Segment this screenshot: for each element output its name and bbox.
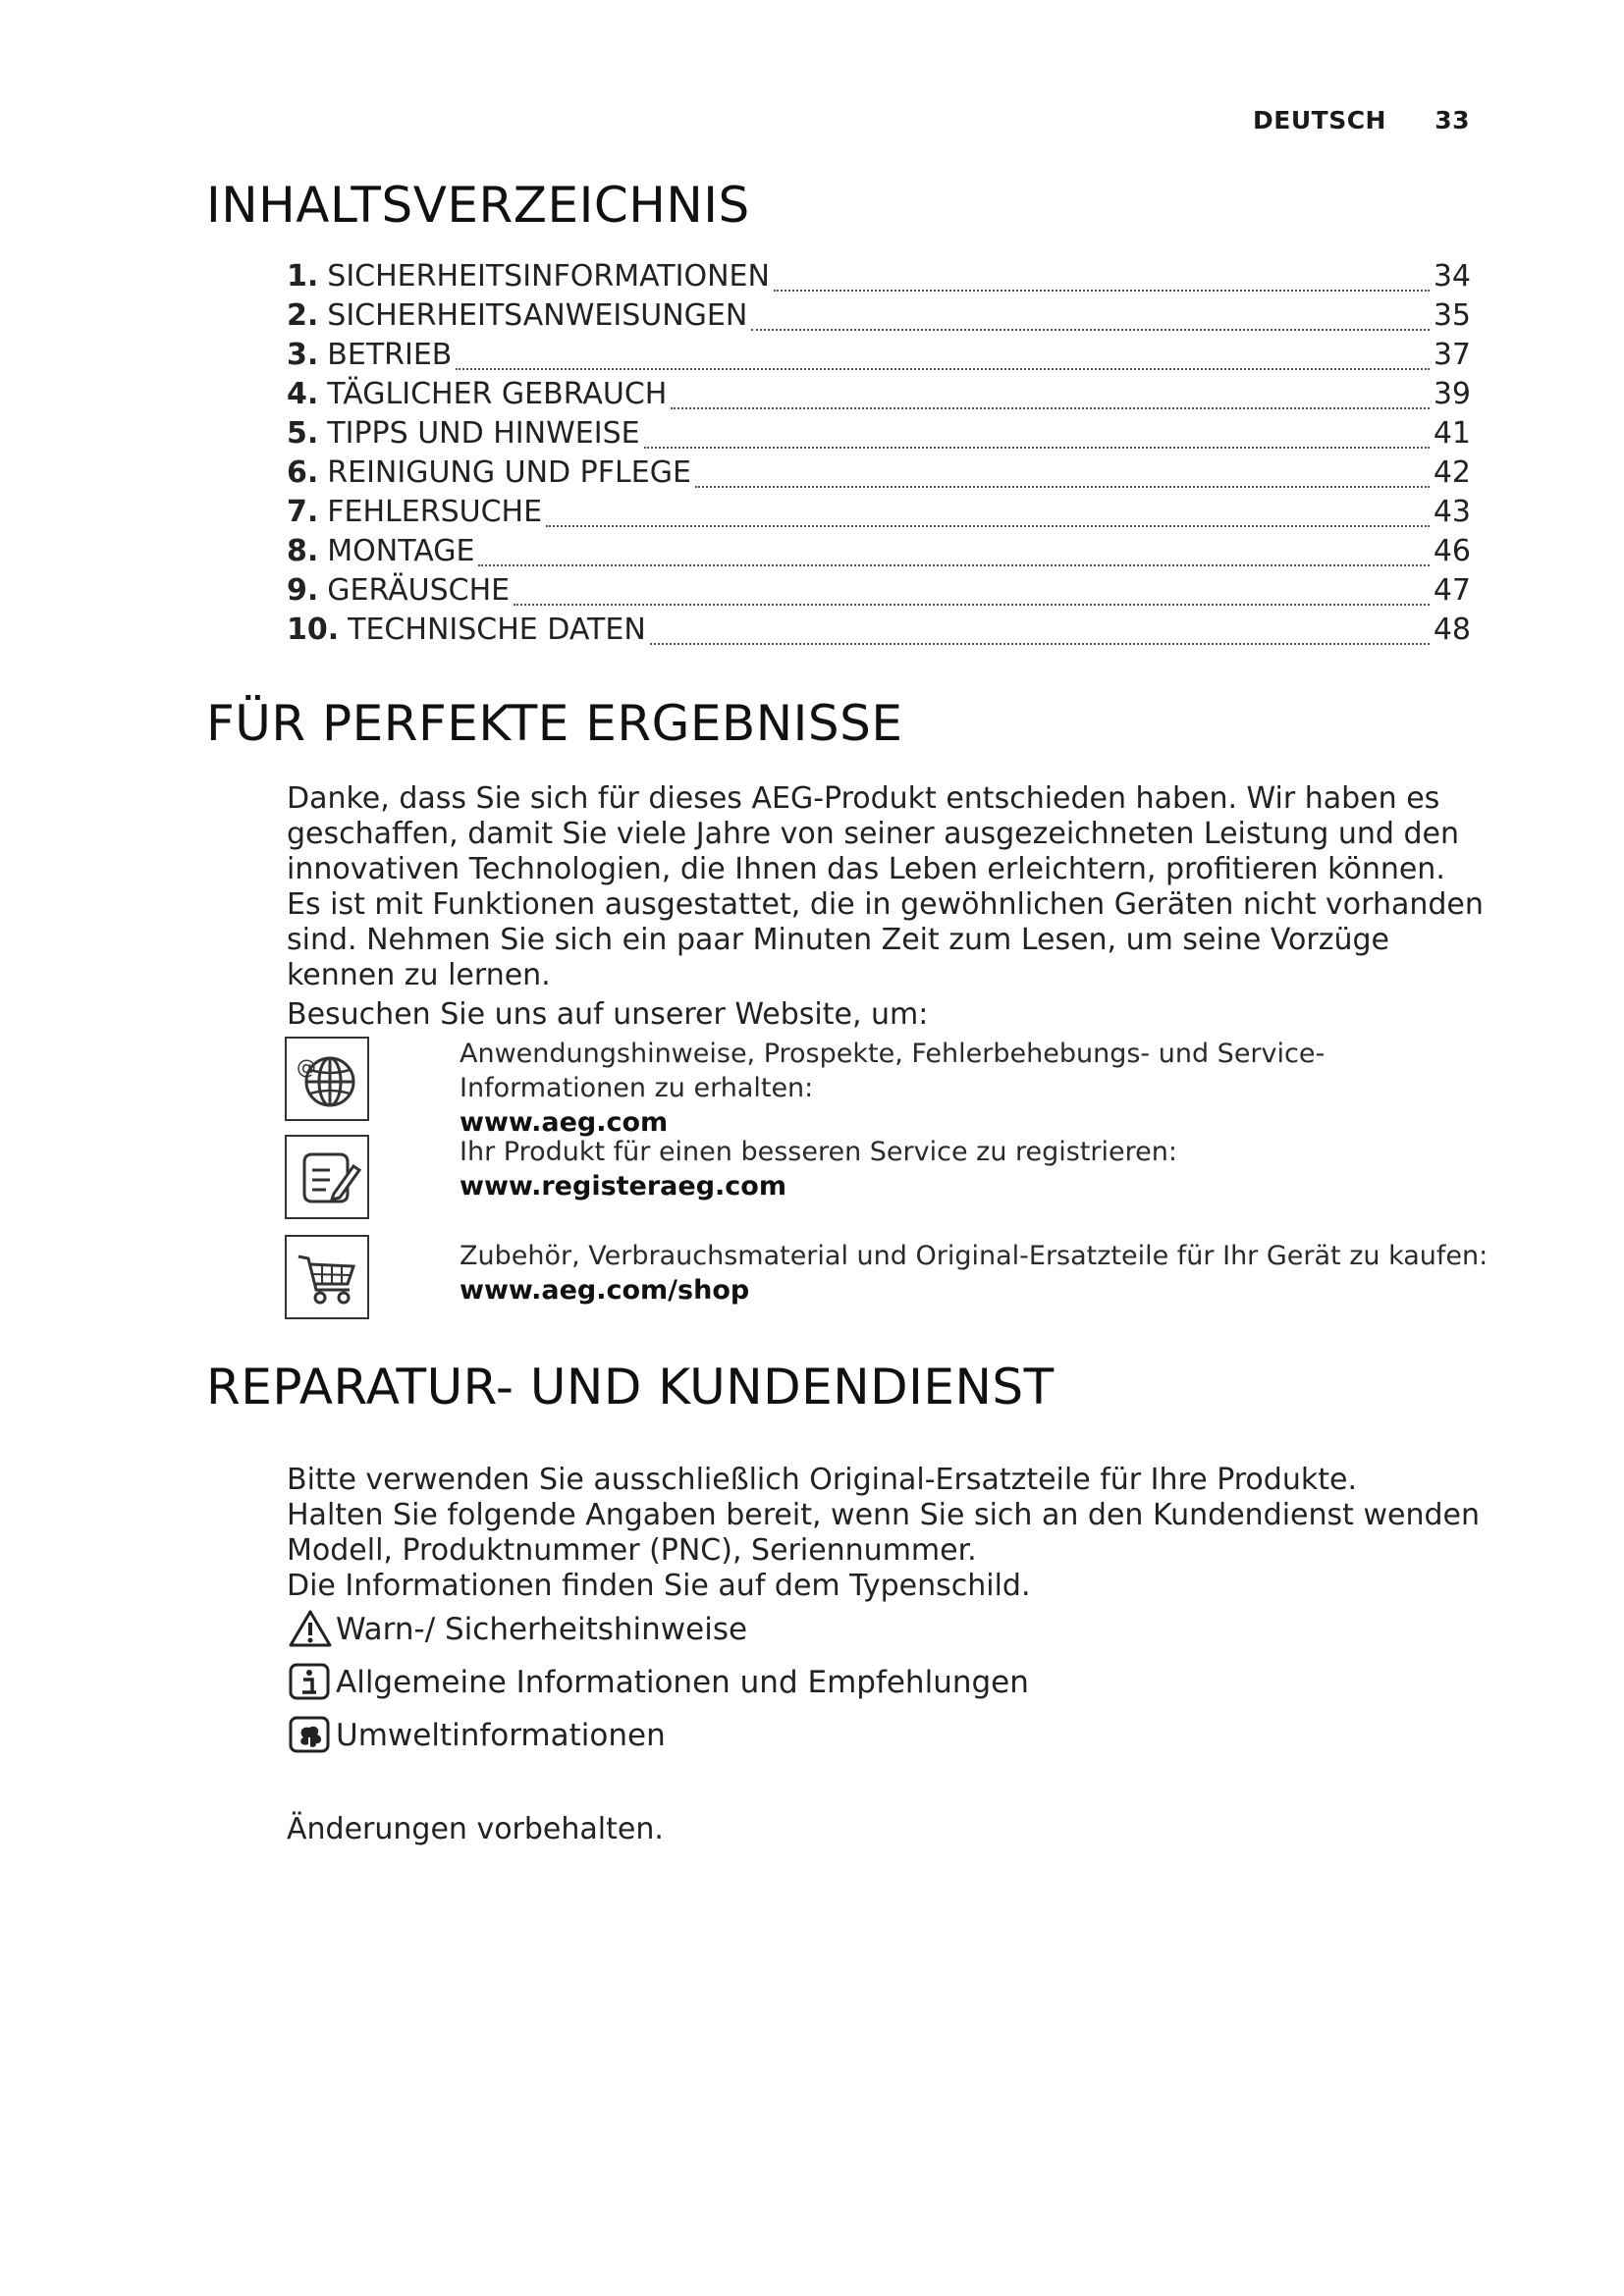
toc-entry-label: BETRIEB <box>327 338 453 372</box>
toc-entry-page: 37 <box>1433 338 1471 372</box>
toc-entry[interactable] <box>287 495 1471 534</box>
toc-leader-dots <box>644 425 1430 449</box>
link-shop-url[interactable]: www.aeg.com/shop <box>460 1275 750 1306</box>
link-register-text: Ihr Produkt für einen besseren Service zu registrieren: <box>460 1137 1177 1167</box>
globe-icon <box>285 1037 369 1121</box>
toc-entry-page: 39 <box>1433 377 1471 411</box>
toc-entry-number: 10. <box>287 613 340 647</box>
toc-entry-label: FEHLERSUCHE <box>327 495 543 529</box>
toc-entry[interactable] <box>287 455 1471 495</box>
legend-environment <box>287 1714 666 1757</box>
results-intro <box>287 781 1485 993</box>
toc-leader-dots <box>774 268 1430 292</box>
legend-warning-text: Warn-/ Sicherheitshinweise <box>336 1612 748 1647</box>
toc-entry[interactable] <box>287 338 1471 377</box>
legend-warning <box>287 1608 747 1651</box>
visit-line: Besuchen Sie uns auf unserer Website, um: <box>287 997 929 1032</box>
link-shop-text: Zubehör, Verbrauchsmaterial und Original-Ersatzteile für Ihr Gerät zu kaufen: <box>460 1241 1489 1271</box>
toc-entry-number: 1. <box>287 259 319 294</box>
link-info-text-block <box>460 1037 1500 1140</box>
toc-entry-label: TECHNISCHE DATEN <box>348 613 646 647</box>
toc-leader-dots <box>671 386 1429 409</box>
toc-entry-label: TÄGLICHER GEBRAUCH <box>327 377 668 411</box>
link-shop-text-block <box>460 1239 1500 1308</box>
toc-entry-number: 8. <box>287 534 319 568</box>
repair-line: Bitte verwenden Sie ausschließlich Original-Ersatzteile für Ihre Produkte. <box>287 1463 1357 1497</box>
results-body-text: Danke, dass Sie sich für dieses AEG-Produkt entschieden haben. Wir haben es geschaffen, damit Sie viele Jahre von seiner ausgezeichneten Leistung und den innovativen Technologien, die Ihnen das Leben erleichtern, profitieren können. Es ist mit Funktionen ausgestattet, die in gewöhnlichen Geräten nicht vorhanden sind. Nehmen Sie sich ein paar Minuten Zeit zum Lesen, um seine Vorzüge kennen zu lernen. <box>287 781 1484 992</box>
register-icon <box>285 1135 369 1219</box>
toc-leader-dots <box>478 543 1429 566</box>
repair-body <box>287 1463 1485 1604</box>
toc-leader-dots <box>456 347 1429 370</box>
legend-info-text: Allgemeine Informationen und Empfehlungen <box>336 1665 1029 1700</box>
toc-entry[interactable] <box>287 377 1471 416</box>
toc-entry-page: 34 <box>1433 259 1471 294</box>
page-header <box>1253 106 1470 134</box>
toc-entry-label: GERÄUSCHE <box>327 573 511 608</box>
toc-entry-number: 2. <box>287 298 319 333</box>
toc-entry-number: 3. <box>287 338 319 372</box>
toc-entry-number: 7. <box>287 495 319 529</box>
link-info-url[interactable]: www.aeg.com <box>460 1107 669 1138</box>
toc-entry-number: 6. <box>287 455 319 490</box>
legend-info <box>287 1661 1029 1704</box>
environment-icon <box>287 1714 336 1757</box>
results-section-title: FÜR PERFEKTE ERGEBNISSE <box>206 695 903 752</box>
changes-notice: Änderungen vorbehalten. <box>287 1812 664 1846</box>
toc-entry-page: 46 <box>1433 534 1471 568</box>
toc-leader-dots <box>650 621 1430 645</box>
link-info-text: Anwendungshinweise, Prospekte, Fehlerbehebungs- und Service-Informationen zu erhalten: <box>460 1039 1326 1103</box>
toc-entry-number: 4. <box>287 377 319 411</box>
toc-leader-dots <box>695 464 1430 488</box>
toc-entry-number: 9. <box>287 573 319 608</box>
toc-entry[interactable] <box>287 298 1471 338</box>
repair-line: Die Informationen finden Sie auf dem Typenschild. <box>287 1569 1031 1603</box>
toc-entry-label: MONTAGE <box>327 534 475 568</box>
language-label: DEUTSCH <box>1253 106 1386 134</box>
toc-title: INHALTSVERZEICHNIS <box>206 177 750 234</box>
toc-entry-number: 5. <box>287 416 319 451</box>
toc-leader-dots <box>514 582 1430 606</box>
info-icon <box>287 1661 336 1704</box>
toc-entry-page: 35 <box>1433 298 1471 333</box>
toc-leader-dots <box>751 307 1430 331</box>
toc-entry-page: 43 <box>1433 495 1471 529</box>
toc-entry-page: 42 <box>1433 455 1471 490</box>
cart-icon <box>285 1235 369 1319</box>
legend-environment-text: Umweltinformationen <box>336 1718 666 1753</box>
toc-entry-label: SICHERHEITSANWEISUNGEN <box>327 298 748 333</box>
repair-line: Halten Sie folgende Angaben bereit, wenn Sie sich an den Kundendienst wenden Modell, Produktnummer (PNC), Seriennummer. <box>287 1498 1480 1568</box>
svg-text:@: @ <box>297 1055 316 1079</box>
link-register-text-block <box>460 1135 1500 1203</box>
table-of-contents <box>287 259 1471 652</box>
toc-entry-page: 41 <box>1433 416 1471 451</box>
toc-entry[interactable] <box>287 259 1471 298</box>
toc-entry-label: TIPPS UND HINWEISE <box>327 416 640 451</box>
toc-leader-dots <box>546 504 1430 527</box>
toc-entry[interactable] <box>287 416 1471 455</box>
toc-entry[interactable] <box>287 573 1471 613</box>
toc-entry[interactable] <box>287 613 1471 652</box>
toc-entry-page: 47 <box>1433 573 1471 608</box>
toc-entry-label: SICHERHEITSINFORMATIONEN <box>327 259 770 294</box>
page-number: 33 <box>1435 106 1470 134</box>
link-register-url[interactable]: www.registeraeg.com <box>460 1171 786 1201</box>
warning-icon <box>287 1608 336 1651</box>
toc-entry[interactable] <box>287 534 1471 573</box>
toc-entry-label: REINIGUNG UND PFLEGE <box>327 455 691 490</box>
repair-section-title: REPARATUR- UND KUNDENDIENST <box>206 1359 1055 1415</box>
toc-entry-page: 48 <box>1433 613 1471 647</box>
